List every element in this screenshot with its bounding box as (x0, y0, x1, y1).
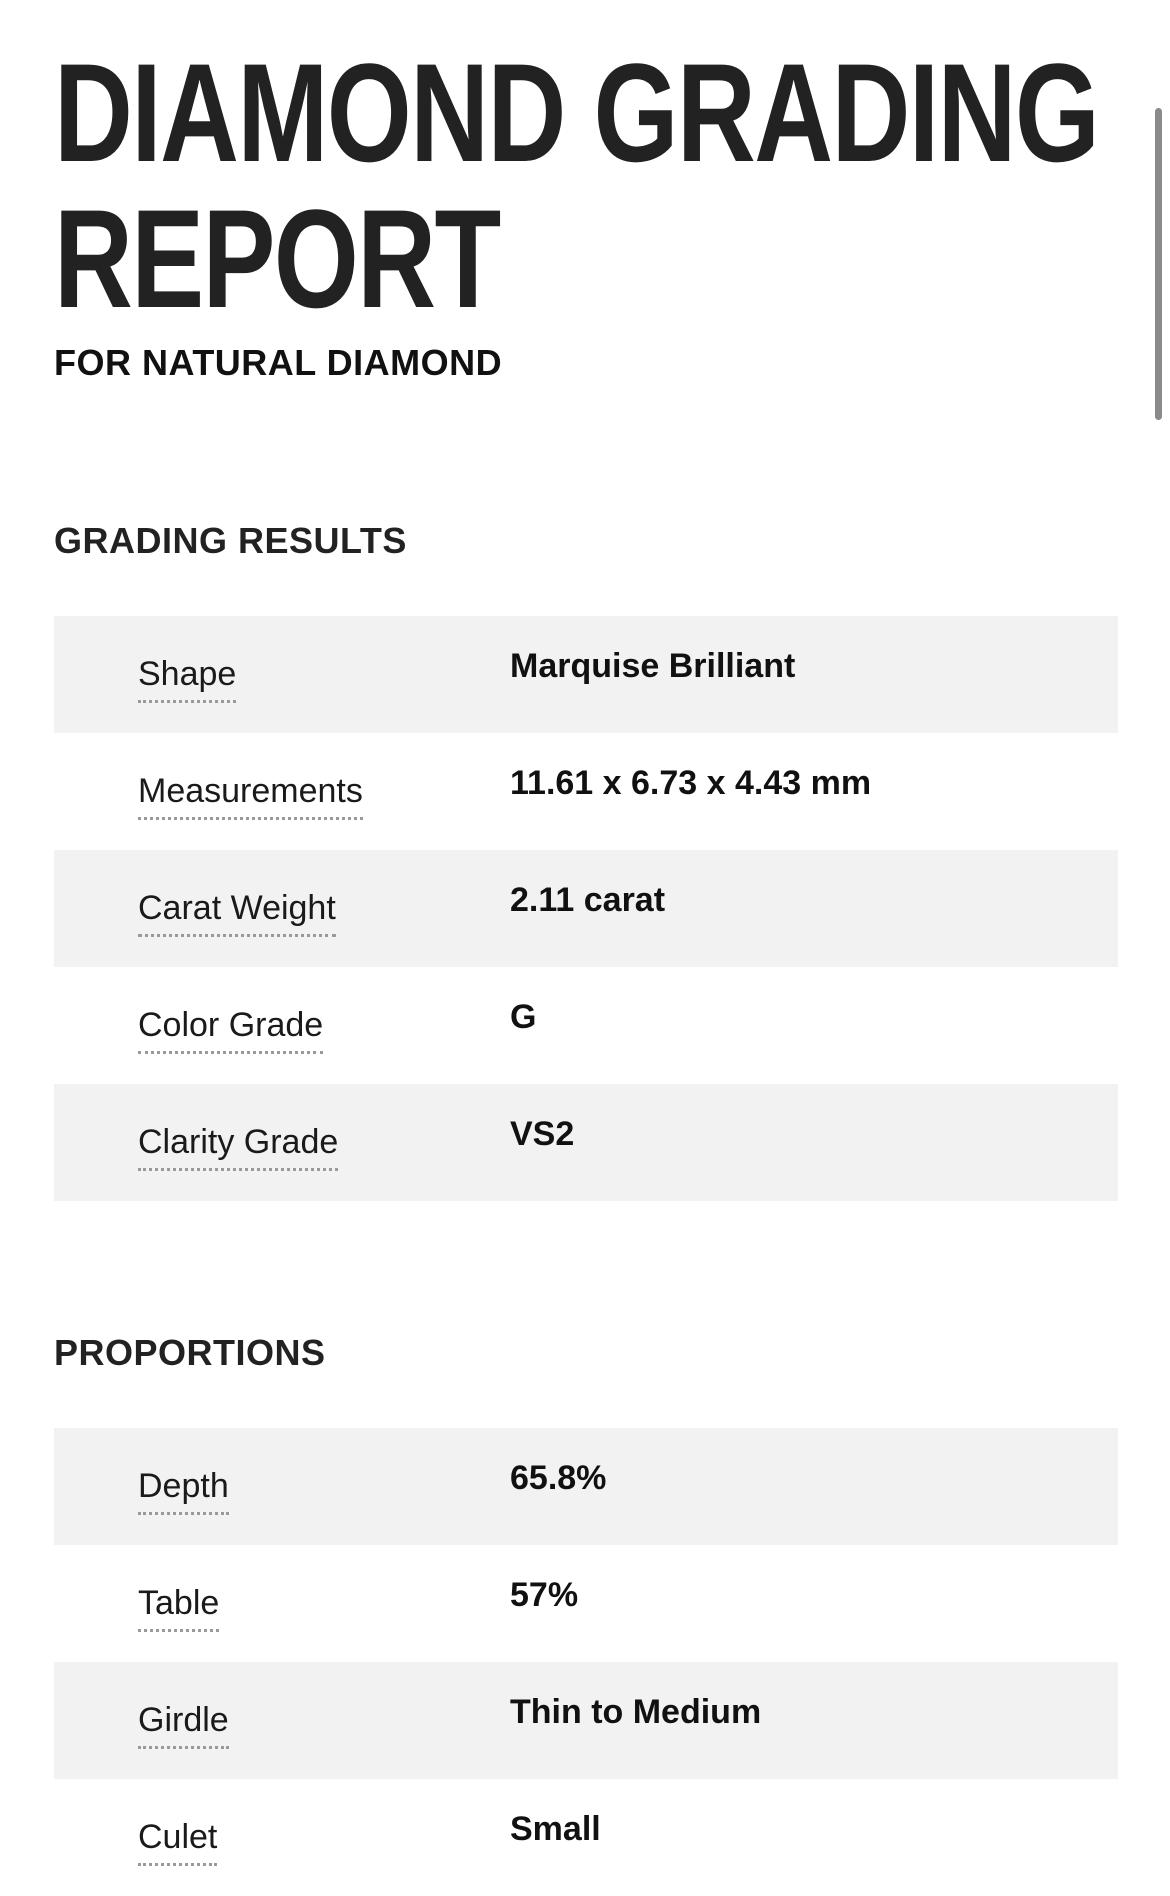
title-line-1: DIAMOND GRADING (54, 34, 1099, 191)
table-row (54, 1545, 1118, 1662)
girdle-label[interactable]: Girdle (138, 1700, 229, 1749)
color-grade-label[interactable]: Color Grade (138, 1005, 323, 1054)
proportions-heading: PROPORTIONS (54, 1332, 326, 1373)
table-row (54, 733, 1118, 850)
carat-weight-value: 2.11 carat (510, 881, 666, 919)
table-row (54, 616, 1118, 733)
measurements-label[interactable]: Measurements (138, 771, 363, 820)
carat-weight-label[interactable]: Carat Weight (138, 888, 336, 937)
color-grade-value: G (510, 998, 537, 1036)
measurements-value: 11.61 x 6.73 x 4.43 mm (510, 764, 872, 802)
grading-results-table (54, 616, 1118, 1201)
shape-label[interactable]: Shape (138, 654, 236, 703)
table-row (54, 1428, 1118, 1545)
table-row (54, 967, 1118, 1084)
girdle-value: Thin to Medium (510, 1693, 762, 1731)
table-row (54, 1662, 1118, 1779)
scrollbar[interactable] (1155, 108, 1162, 420)
table-label[interactable]: Table (138, 1583, 219, 1632)
page-subtitle: FOR NATURAL DIAMOND (54, 342, 503, 383)
table-value: 57% (510, 1576, 579, 1614)
shape-value: Marquise Brilliant (510, 647, 796, 685)
clarity-grade-label[interactable]: Clarity Grade (138, 1122, 338, 1171)
culet-value: Small (510, 1810, 601, 1848)
proportions-table (54, 1428, 1118, 1896)
title-line-2: REPORT (54, 180, 500, 337)
grading-results-heading: GRADING RESULTS (54, 520, 407, 561)
page-title (54, 34, 1099, 337)
depth-value: 65.8% (510, 1459, 607, 1497)
clarity-grade-value: VS2 (510, 1115, 575, 1153)
table-row (54, 1084, 1118, 1201)
depth-label[interactable]: Depth (138, 1466, 229, 1515)
culet-label[interactable]: Culet (138, 1817, 217, 1866)
table-row (54, 1779, 1118, 1896)
table-row (54, 850, 1118, 967)
